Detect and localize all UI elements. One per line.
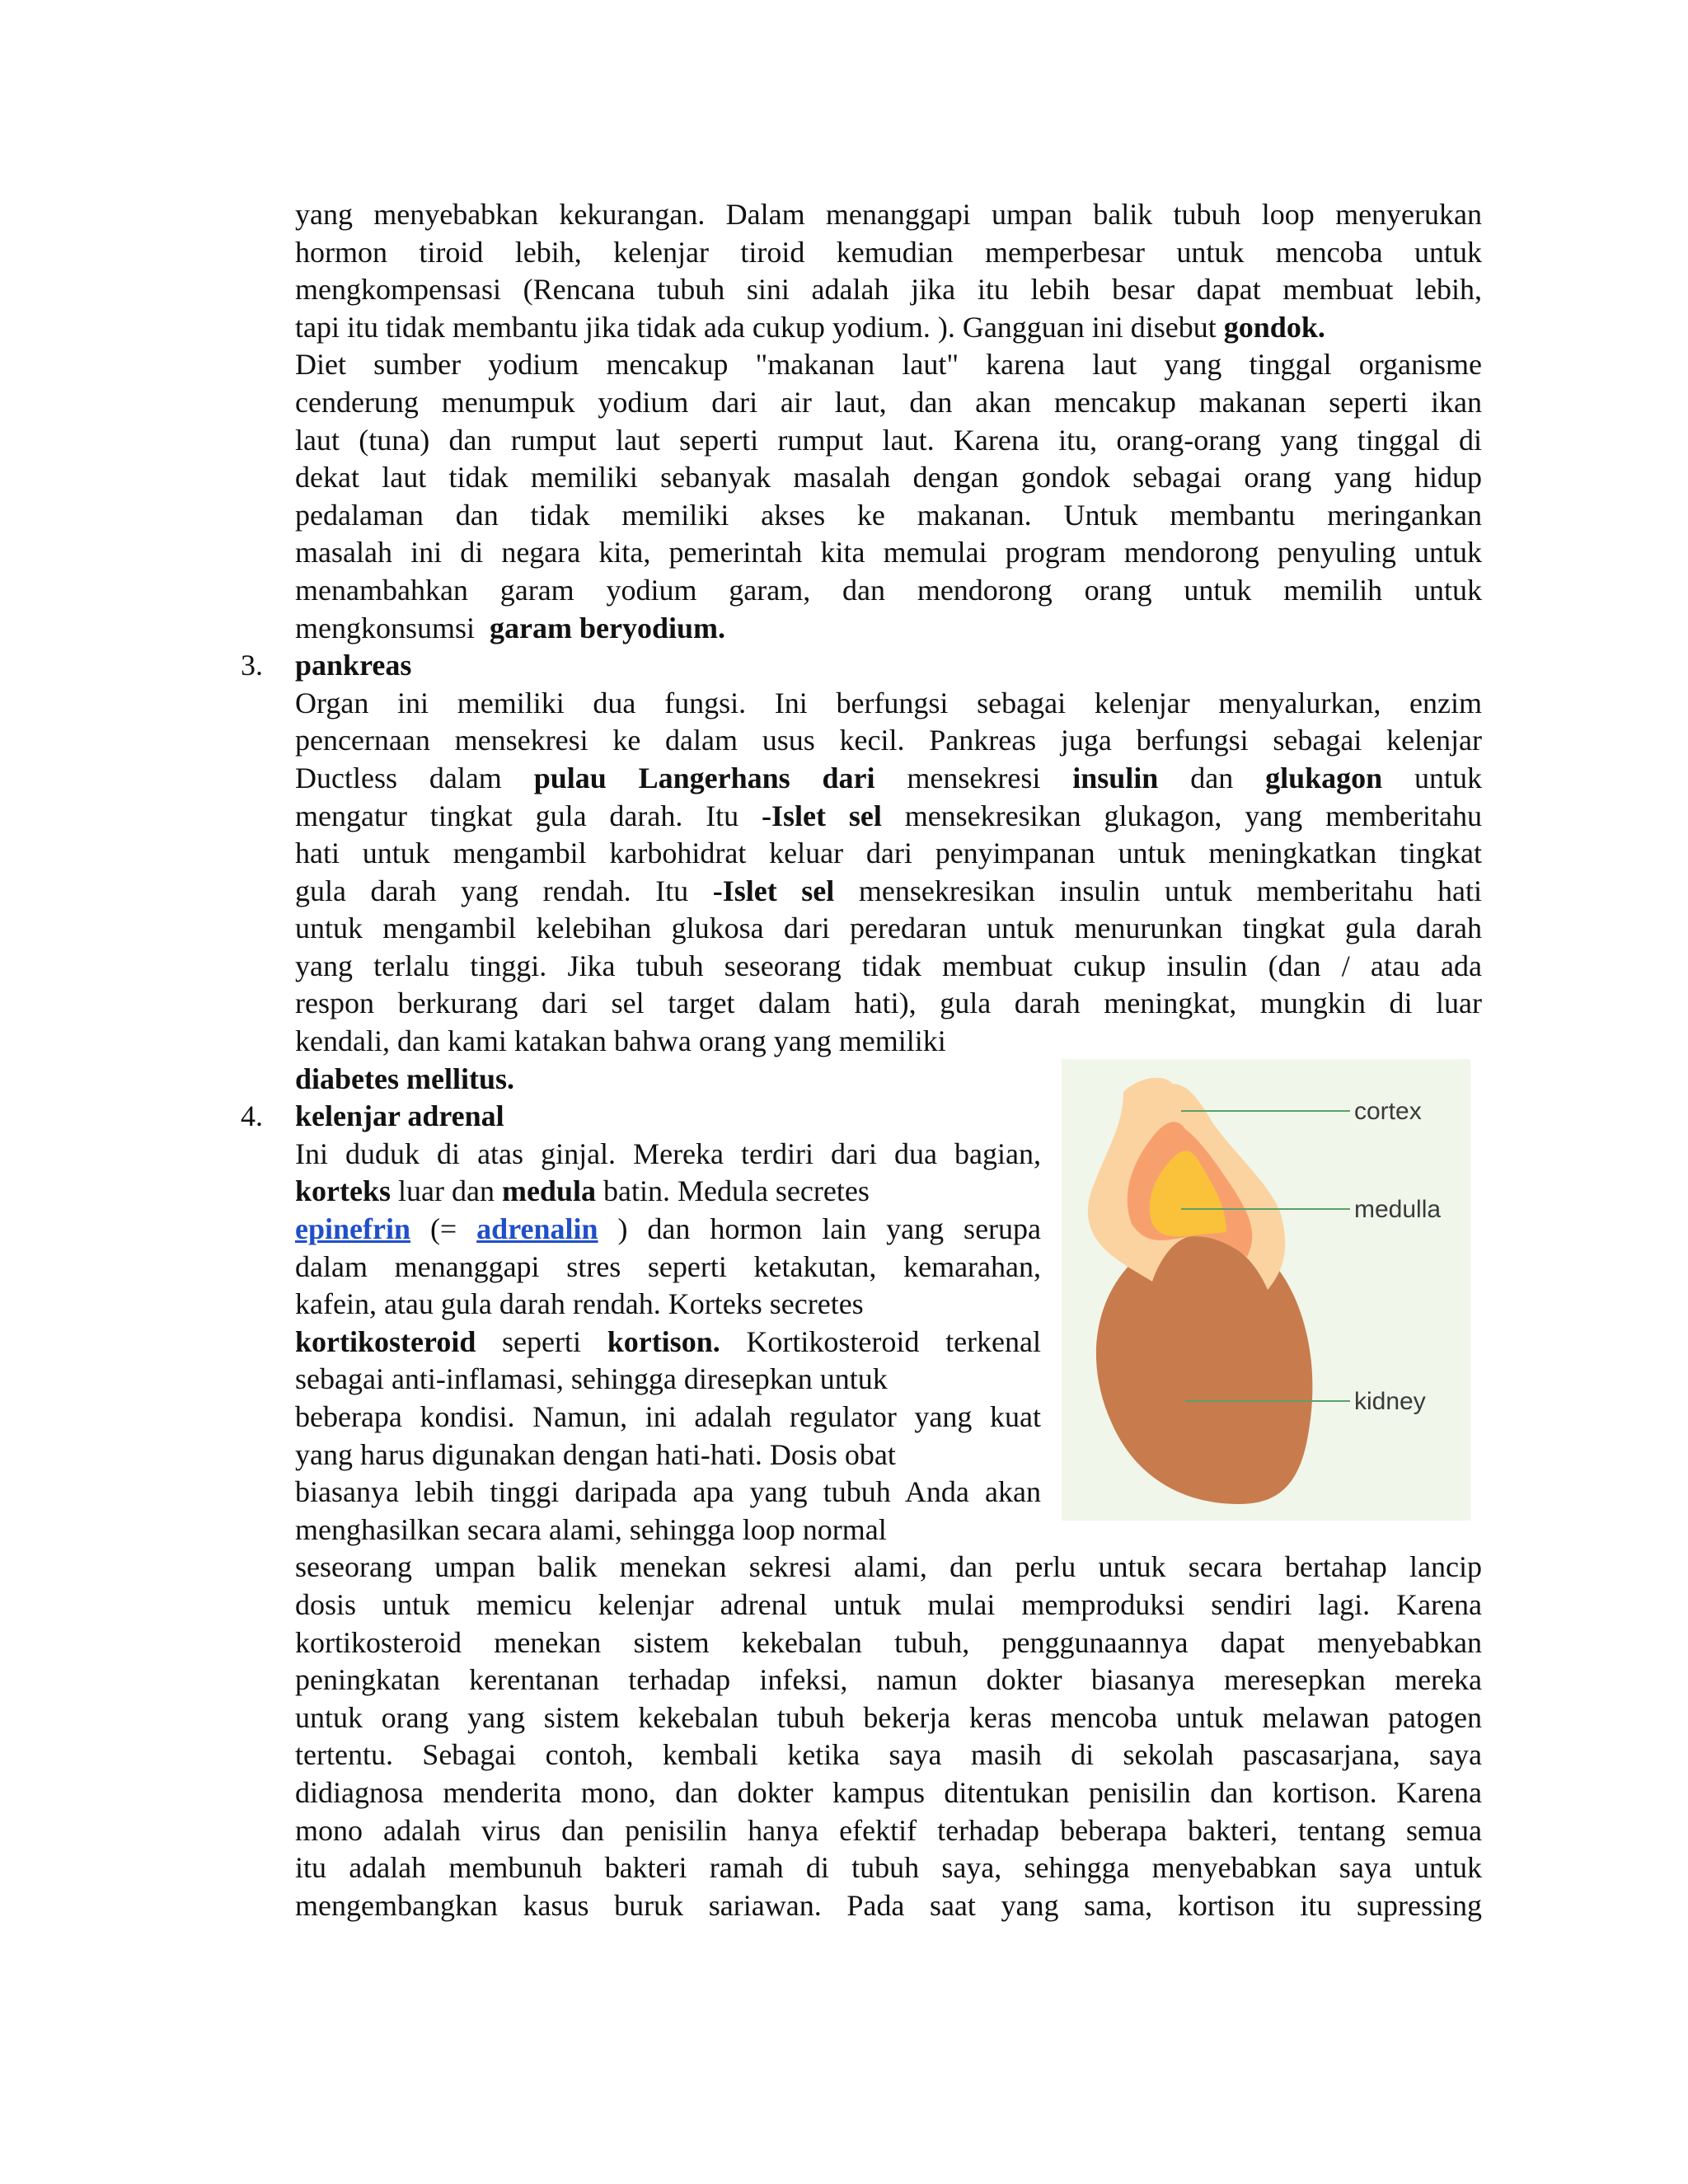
- term-kortikosteroid: kortikosteroid: [295, 1324, 476, 1358]
- text-run: seperti: [502, 1324, 581, 1358]
- text-line: pedalaman dan tidak memiliki akses ke makanan. Untuk membantu meringankan: [295, 498, 1482, 532]
- text-run: ) dan hormon lain yang serupa: [617, 1212, 1042, 1246]
- text-line: [295, 1211, 1041, 1249]
- text-line: [295, 760, 1482, 798]
- text-line: [295, 1173, 1041, 1211]
- adrenal-gland-figure: [1062, 1059, 1470, 1521]
- text-line: peningkatan kerentanan terhadap infeksi, namun dokter biasanya meresepkan mereka: [295, 1663, 1482, 1697]
- text-line: laut (tuna) dan rumput laut seperti rumput laut. Karena itu, orang-orang yang tinggal di: [295, 423, 1482, 457]
- adrenal-diagram: [1062, 1059, 1470, 1521]
- text-line: tertentu. Sebagai contoh, kembali ketika saya masih di sekolah pascasarjana, saya: [295, 1738, 1482, 1772]
- text-line: mengembangkan kasus buruk sariawan. Pada saat yang sama, kortison itu supressing: [295, 1888, 1482, 1922]
- text-line: sebagai anti-inflamasi, sehingga diresepkan untuk: [295, 1362, 888, 1396]
- text-line: [295, 798, 1482, 836]
- term-islet-sel: -Islet sel: [762, 799, 882, 832]
- link-epinefrin[interactable]: epinefrin: [295, 1212, 410, 1246]
- text-run: mensekresikan insulin untuk memberitahu hati: [858, 874, 1483, 907]
- term-kortison: kortison.: [607, 1324, 720, 1358]
- text-line: kafein, atau gula darah rendah. Korteks secretes: [295, 1287, 864, 1321]
- term-glukagon: glukagon: [1265, 761, 1383, 794]
- text-run: mensekresikan glukagon, yang memberitahu: [904, 799, 1483, 832]
- list-number: 4.: [241, 1099, 263, 1133]
- kidney-shape: [1096, 1230, 1312, 1504]
- text-line: yang terlalu tinggi. Jika tubuh seseorang tidak membuat cukup insulin (dan / atau ada: [295, 949, 1482, 982]
- term-korteks: korteks: [295, 1174, 391, 1208]
- term-insulin: insulin: [1072, 761, 1159, 794]
- text-run: luar dan: [398, 1174, 495, 1208]
- text-run: mengkonsumsi: [295, 611, 476, 644]
- text-run: mengatur tingkat gula darah. Itu: [295, 799, 739, 832]
- text-line: untuk orang yang sistem kekebalan tubuh bekerja keras mencoba untuk melawan patogen: [295, 1700, 1482, 1734]
- text-line: menambahkan garam yodium garam, dan mendorong orang untuk memilih untuk: [295, 573, 1482, 607]
- text-line: hati untuk mengambil karbohidrat keluar dari penyimpanan untuk meningkatkan tingkat: [295, 837, 1482, 870]
- term-pulau-langerhans: pulau Langerhans dari: [533, 761, 875, 794]
- text-run: dan: [1190, 761, 1234, 794]
- text-run: tapi itu tidak membantu jika tidak ada cukup yodium. ). Gangguan ini disebut: [295, 310, 1217, 344]
- term-medula: medula: [501, 1174, 596, 1208]
- text-line: dosis untuk memicu kelenjar adrenal untuk mulai memproduksi sendiri lagi. Karena: [295, 1587, 1482, 1621]
- text-line: kendali, dan kami katakan bahwa orang yang memiliki: [295, 1024, 946, 1058]
- term-garam-beryodium: garam beryodium.: [490, 611, 725, 644]
- text-run: Ductless dalam: [295, 761, 502, 794]
- text-run: gula darah yang rendah. Itu: [295, 874, 689, 907]
- text-line: respon berkurang dari sel target dalam hati), gula darah meningkat, mungkin di luar: [295, 987, 1482, 1020]
- link-adrenalin[interactable]: adrenalin: [476, 1212, 598, 1246]
- text-line: dalam menanggapi stres seperti ketakutan, kemarahan,: [295, 1249, 1041, 1283]
- text-line: kortikosteroid menekan sistem kekebalan tubuh, penggunaannya dapat menyebabkan: [295, 1625, 1482, 1659]
- text-line: untuk mengambil kelebihan glukosa dari peredaran untuk menurunkan tingkat gula darah: [295, 912, 1482, 945]
- kidney-label: kidney: [1354, 1388, 1426, 1415]
- text-line: biasanya lebih tinggi daripada apa yang tubuh Anda akan: [295, 1475, 1041, 1509]
- term-islet-sel: -Islet sel: [712, 874, 835, 907]
- text-run: untuk: [1414, 761, 1483, 794]
- section-heading: pankreas: [295, 649, 412, 682]
- term-diabetes-mellitus: diabetes mellitus.: [295, 1062, 514, 1095]
- text-run: mensekresi: [907, 761, 1041, 794]
- text-line: Organ ini memiliki dua fungsi. Ini berfungsi sebagai kelenjar menyalurkan, enzim: [295, 686, 1482, 719]
- text-line: dekat laut tidak memiliki sebanyak masalah dengan gondok sebagai orang yang hidup: [295, 461, 1482, 494]
- text-line: [295, 610, 1482, 648]
- text-line: Ini duduk di atas ginjal. Mereka terdiri dari dua bagian,: [295, 1137, 1041, 1170]
- text-line: [295, 309, 1482, 347]
- section-heading: kelenjar adrenal: [295, 1099, 504, 1133]
- text-line: beberapa kondisi. Namun, ini adalah regulator yang kuat: [295, 1400, 1041, 1433]
- text-line: seseorang umpan balik menekan sekresi alami, dan perlu untuk secara bertahap lancip: [295, 1550, 1482, 1584]
- text-line: cenderung menumpuk yodium dari air laut, dan akan mencakup makanan seperti ikan: [295, 385, 1482, 419]
- text-line: mengkompensasi (Rencana tubuh sini adalah jika itu lebih besar dapat membuat lebih,: [295, 273, 1482, 307]
- text-line: menghasilkan secara alami, sehingga loop normal: [295, 1512, 887, 1546]
- text-line: mono adalah virus dan penisilin hanya efektif terhadap beberapa bakteri, tentang semua: [295, 1813, 1482, 1847]
- list-number: 3.: [241, 649, 263, 682]
- text-line: Diet sumber yodium mencakup "makanan laut" karena laut yang tinggal organisme: [295, 348, 1482, 382]
- medulla-label: medulla: [1354, 1196, 1442, 1223]
- text-line: [295, 1324, 1041, 1361]
- text-run: batin. Medula secretes: [603, 1174, 870, 1208]
- list-item-pankreas: [241, 647, 1482, 685]
- cortex-label: cortex: [1354, 1098, 1422, 1125]
- text-line: [295, 873, 1482, 911]
- text-line: didiagnosa menderita mono, dan dokter kampus ditentukan penisilin dan kortison. Karena: [295, 1775, 1482, 1809]
- text-line: masalah ini di negara kita, pemerintah kita memulai program mendorong penyuling untuk: [295, 536, 1482, 569]
- term-gondok: gondok.: [1223, 310, 1325, 344]
- text-line: itu adalah membunuh bakteri ramah di tubuh saya, sehingga menyebabkan saya untuk: [295, 1851, 1482, 1885]
- text-line: yang menyebabkan kekurangan. Dalam menanggapi umpan balik tubuh loop menyerukan: [295, 198, 1482, 231]
- text-line: pencernaan mensekresi ke dalam usus kecil. Pankreas juga berfungsi sebagai kelenjar: [295, 724, 1482, 757]
- text-line: yang harus digunakan dengan hati-hati. Dosis obat: [295, 1437, 896, 1471]
- text-run: Kortikosteroid terkenal: [746, 1324, 1041, 1358]
- text-line: hormon tiroid lebih, kelenjar tiroid kemudian memperbesar untuk mencoba untuk: [295, 235, 1482, 269]
- text-run: (=: [429, 1212, 457, 1246]
